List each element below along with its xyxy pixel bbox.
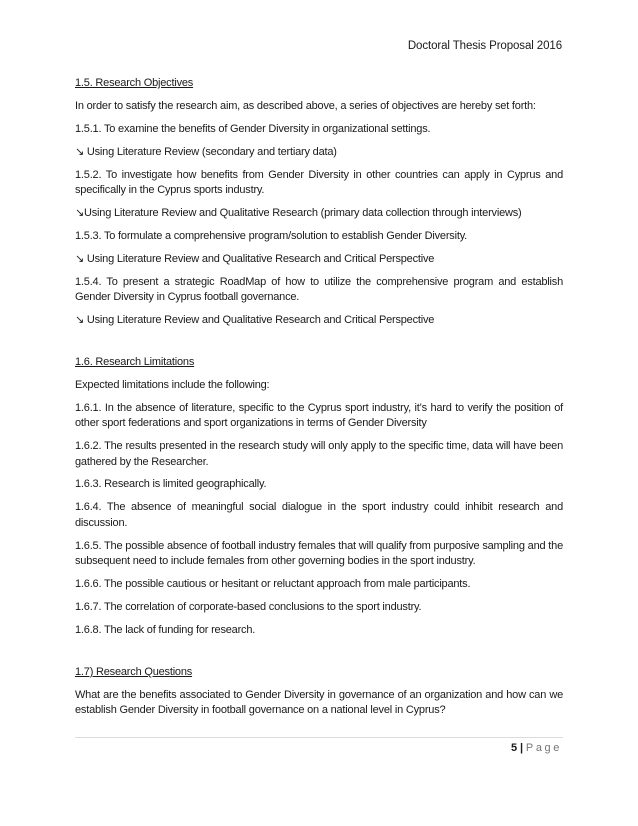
paragraph: 1.6.6. The possible cautious or hesitant or reluctant approach from male participants. <box>75 578 471 591</box>
paragraph: 1.6.4. The absence of meaningful social dialogue in the sport industry could inhibit research and discussion. <box>75 501 563 529</box>
paragraph: ↘ Using Literature Review and Qualitative Research and Critical Perspective <box>75 252 435 265</box>
paragraph: 1.6.2. The results presented in the research study will only apply to the specific time, data will have been gathered by the Researcher. <box>75 440 563 468</box>
paragraph: 1.6.7. The correlation of corporate-based conclusions to the sport industry. <box>75 601 422 614</box>
page-body <box>75 76 563 726</box>
paragraph: What are the benefits associated to Gender Diversity in governance of an organization and how can we establish Gender Diversity in football governance on a national level in Cyprus? <box>75 688 563 717</box>
paragraph: 1.6.1. In the absence of literature, specific to the Cyprus sport industry, it’s hard to verify the position of other sport federations and sport organizations in terms of Gender Diversity <box>75 401 563 430</box>
running-header: Doctoral Thesis Proposal 2016 <box>407 40 562 52</box>
section-spacer <box>75 336 563 355</box>
section-heading-questions: 1.7) Research Questions <box>75 665 193 678</box>
page-footer <box>511 742 562 754</box>
section-heading-objectives: 1.5. Research Objectives <box>75 77 194 89</box>
paragraph: Expected limitations include the following: <box>75 378 270 391</box>
paragraph: ↘ Using Literature Review (secondary and tertiary data) <box>75 145 337 158</box>
paragraph: 1.5.2. To investigate how benefits from Gender Diversity in other countries can apply in Cyprus and specifically in the Cyprus sports industry. <box>75 168 563 197</box>
paragraph: ↘ Using Literature Review and Qualitative Research and Critical Perspective <box>75 314 435 327</box>
paragraph: 1.5.1. To examine the benefits of Gender Diversity in organizational settings. <box>75 122 431 135</box>
footer-separator: | <box>519 742 523 754</box>
page-word: Page <box>525 742 562 754</box>
section-spacer <box>75 646 563 665</box>
section-heading-limitations: 1.6. Research Limitations <box>75 355 195 368</box>
paragraph: ↘Using Literature Review and Qualitative Research (primary data collection through interviews) <box>75 206 522 219</box>
paragraph: In order to satisfy the research aim, as described above, a series of objectives are hereby set forth: <box>75 99 536 112</box>
paragraph: 1.5.3. To formulate a comprehensive program/solution to establish Gender Diversity. <box>75 229 468 242</box>
paragraph: 1.6.8. The lack of funding for research. <box>75 623 256 636</box>
page-number: 5 <box>510 742 517 754</box>
paragraph: 1.6.3. Research is limited geographically. <box>75 478 267 491</box>
paragraph: 1.5.4. To present a strategic RoadMap of how to utilize the comprehensive program and establish Gender Diversity in Cyprus football governance. <box>75 275 563 304</box>
footer-divider <box>75 737 563 738</box>
paragraph: 1.6.5. The possible absence of football industry females that will qualify from purposive sampling and the subsequent need to include females from other governing bodies in the sport industry. <box>75 539 563 568</box>
